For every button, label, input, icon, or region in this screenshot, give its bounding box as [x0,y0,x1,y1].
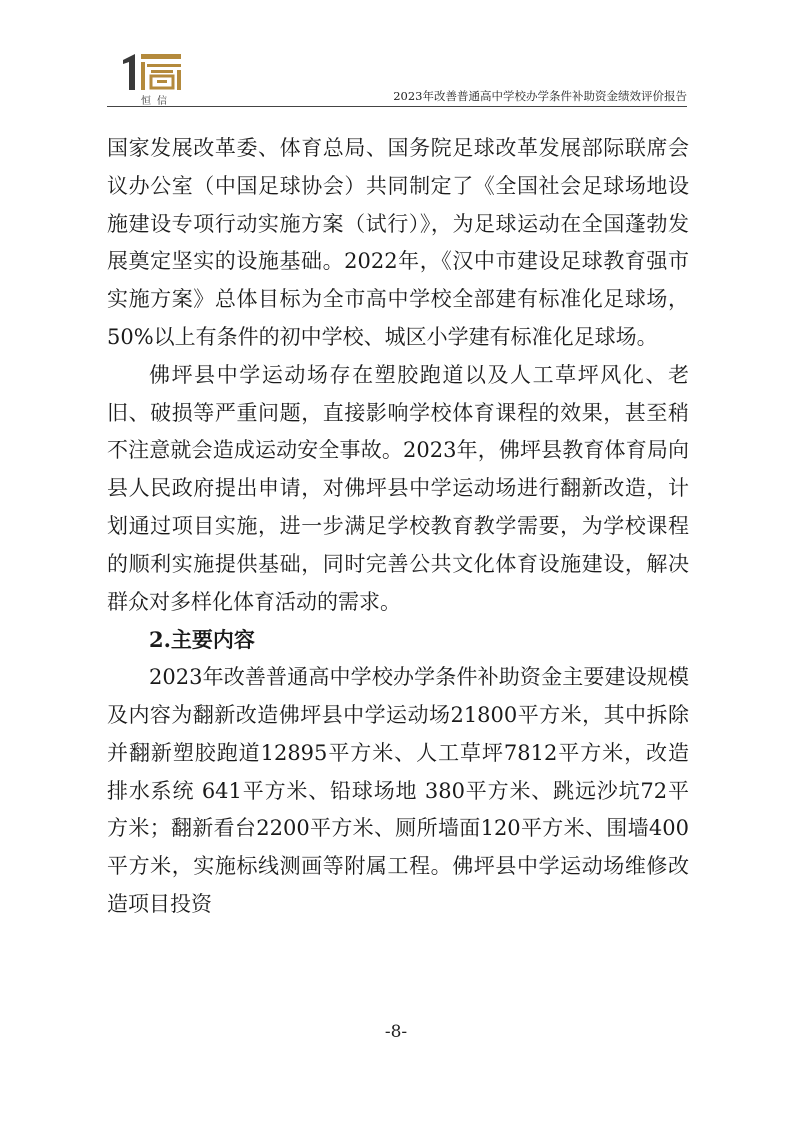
document-body [107,130,689,924]
hengxin-logo-icon [117,50,187,107]
section-heading: 2.主要内容 [149,627,255,653]
logo-text: 恒信 [141,96,173,107]
header-divider [107,106,687,107]
paragraph-2: 佛坪县中学运动场存在塑胶跑道以及人工草坪风化、老旧、破损等严重问题，直接影响学校体育课程的效果，甚至稍不注意就会造成运动安全事故。2023年，佛坪县教育体育局向县人民政府提出申请，对佛坪县中学运动场进行翻新改造，计划通过项目实施，进一步满足学校教育教学需要，为学校课程的顺利实施提供基础，同时完善公共文化体育设施建设，解决群众对多样化体育活动的需求。 [107,362,689,614]
document-header-title: 2023年改善普通高中学校办学条件补助资金绩效评价报告 [393,89,687,103]
page-number: -8- [384,1022,408,1042]
paragraph-1: 国家发展改革委、体育总局、国务院足球改革发展部际联席会议办公室（中国足球协会）共同制定了《全国社会足球场地设施建设专项行动实施方案（试行）》，为足球运动在全国蓬勃发展奠定坚实的设施基础。2022年，《汉中市建设足球教育强市实施方案》总体目标为全市高中学校全部建有标准化足球场，50%以上有条件的初中学校、城区小学建有标准化足球场。 [107,136,689,349]
page-header [107,50,687,106]
paragraph-3: 2023年改善普通高中学校办学条件补助资金主要建设规模及内容为翻新改造佛坪县中学运动场21800平方米，其中拆除并翻新塑胶跑道12895平方米、人工草坪7812平方米，改造排水系统 641平方米、铅球场地 380平方米、跳远沙坑72平方米；翻新看台2200平方米、厕所墙面120平方米、围墙400平方米，实施标线测画等附属工程。佛坪县中学运动场维修改造项目投资 [107,665,689,916]
